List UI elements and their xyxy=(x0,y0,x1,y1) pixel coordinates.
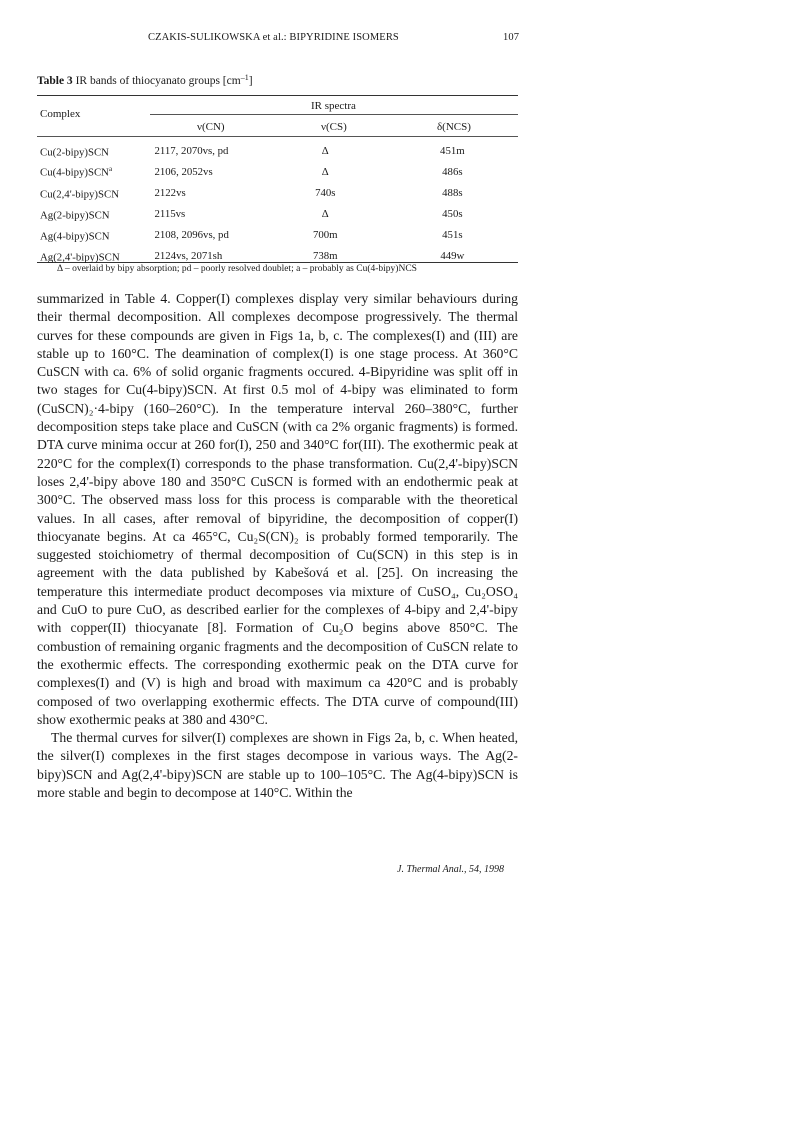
table-caption xyxy=(37,73,253,87)
table-row xyxy=(37,140,518,161)
cell-delta-ncs: 451s xyxy=(442,228,463,241)
running-title: CZAKIS-SULIKOWSKA et al.: BIPYRIDINE ISOMERS xyxy=(148,32,399,43)
header-ir-spectra: IR spectra xyxy=(311,100,356,112)
cell-nu-cn: 2108, 2096vs, pd xyxy=(154,228,229,241)
cell-complex: Ag(2-bipy)SCN xyxy=(40,209,110,222)
cell-nu-cn: 2124vs, 2071sh xyxy=(154,249,223,262)
cell-nu-cn: 2115vs xyxy=(154,207,186,220)
cell-nu-cs: Δ xyxy=(321,144,329,157)
cell-nu-cn: 2106, 2052vs xyxy=(154,165,213,178)
table-header-rule xyxy=(37,136,518,137)
page-number: 107 xyxy=(503,32,520,43)
header-delta-ncs: δ(NCS) xyxy=(437,121,471,133)
paragraph-copper: summarized in Table 4. Copper(I) complexes display very similar behaviours during their thermal decomposition. All complexes decompose progressively. The thermal curves for these compounds are given in Figs 1a, b, c. The complexes(I) and (III) are stable up to 160°C. The deamination of complex(I) is one stage process. At 360°C CuSCN with ca. 6% of solid organic fragments occured. 4-Bipyridine was split off in two stages for Cu(4-bipy)SCN. At first 0.5 mol of 4-bipy was eliminated to form (CuSCN)₂·4-bipy (160–260°C). In the temperature interval 260–380°C, further decomposition steps take place and CuSCN (with ca 2% organic fragments) is formed. DTA curve minima occur at 260 for(I), 250 and 340°C for(III). The exothermic peak at 220°C for the complex(I) corresponds to the phase transformation. Cu(2,4'-bipy)SCN loses 2,4'-bipy above 180 and 350°C CuSCN is formed with an endothermic peak at 300°C. The observed mass loss for this process is comparable with the theoretical values. In all cases, after removal of bipyridine, the decomposition of copper(I) thiocyanate begins. At ca 465°C, Cu₂S(CN)₂ is probably formed temporarily. The suggested stoichiometry of thermal decomposition of Cu(SCN) in this step is in agreement with the data published by Kabešová et al. [25]. On increasing the temperature this intermediate product decomposes via mixture of CuSO₄, Cu₂OSO₄ and CuO to pure CuO, as described earlier for the complexes of 4-bipy and 2,4'-bipy with copper(II) thiocyanate [8]. Formation of Cu₂O begins above 850°C. The combustion of remaining organic fragments and the decomposition of CuSCN relate to the exothermic effects. The corresponding exothermic peak on the DTA curve for complexes(I) and (V) is high and broad with maximum ca 420°C and is probably composed of two overlapping exothermic effects. The DTA curve of compound(III) show exothermic peaks at 380 and 430°C. xyxy=(37,291,518,727)
table-row xyxy=(37,224,518,245)
body-text xyxy=(37,290,518,802)
table-footnote: Δ – overlaid by bipy absorption; pd – poorly resolved doublet; a – probably as Cu(4-bipy)NCS xyxy=(57,264,417,274)
ir-bands-table xyxy=(37,140,518,266)
cell-delta-ncs: 451m xyxy=(440,144,465,157)
table-group-rule xyxy=(150,114,518,115)
cell-nu-cs: 738m xyxy=(312,249,338,262)
table-caption-sup: –1 xyxy=(240,73,249,82)
cell-delta-ncs: 449w xyxy=(440,249,465,262)
cell-complex: Ag(2,4'-bipy)SCN xyxy=(40,251,120,264)
cell-nu-cs: Δ xyxy=(321,165,329,178)
cell-nu-cn: 2117, 2070vs, pd xyxy=(154,144,229,157)
cell-nu-cn: 2122vs xyxy=(154,186,186,199)
table-row xyxy=(37,203,518,224)
table-top-rule xyxy=(37,95,518,96)
cell-complex: Ag(4-bipy)SCN xyxy=(40,230,110,243)
table-caption-end: ] xyxy=(248,75,253,87)
cell-delta-ncs: 488s xyxy=(442,186,463,199)
header-complex: Complex xyxy=(40,108,81,120)
table-caption-label: Table 3 xyxy=(37,75,73,87)
cell-complex: Cu(4-bipy)SCN$^a$ xyxy=(40,164,113,179)
header-nu-cn: ν(CN) xyxy=(197,121,225,133)
cell-delta-ncs: 486s xyxy=(442,165,463,178)
running-head xyxy=(0,32,793,48)
table-row xyxy=(37,245,518,266)
journal-reference: J. Thermal Anal., 54, 1998 xyxy=(397,864,505,875)
header-nu-cs: ν(CS) xyxy=(321,121,347,133)
cell-nu-cs: Δ xyxy=(321,207,329,220)
cell-complex: Cu(2-bipy)SCN xyxy=(40,146,109,159)
cell-nu-cs: 700m xyxy=(312,228,338,241)
cell-delta-ncs: 450s xyxy=(442,207,463,220)
table-row xyxy=(37,182,518,203)
cell-nu-cs: 740s xyxy=(315,186,336,199)
table-caption-text: IR bands of thiocyanato groups [cm xyxy=(75,75,241,87)
table-row xyxy=(37,161,518,182)
cell-complex: Cu(2,4'-bipy)SCN xyxy=(40,188,120,201)
paragraph-silver: The thermal curves for silver(I) complexes are shown in Figs 2a, b, c. When heated, the silver(I) complexes in the first stages decompose in various ways. The Ag(2-bipy)SCN and Ag(2,4'-bipy)SCN are stable up to 100–105°C. The Ag(4-bipy)SCN is more stable and begin to decompose at 140°C. Within the xyxy=(37,730,518,801)
